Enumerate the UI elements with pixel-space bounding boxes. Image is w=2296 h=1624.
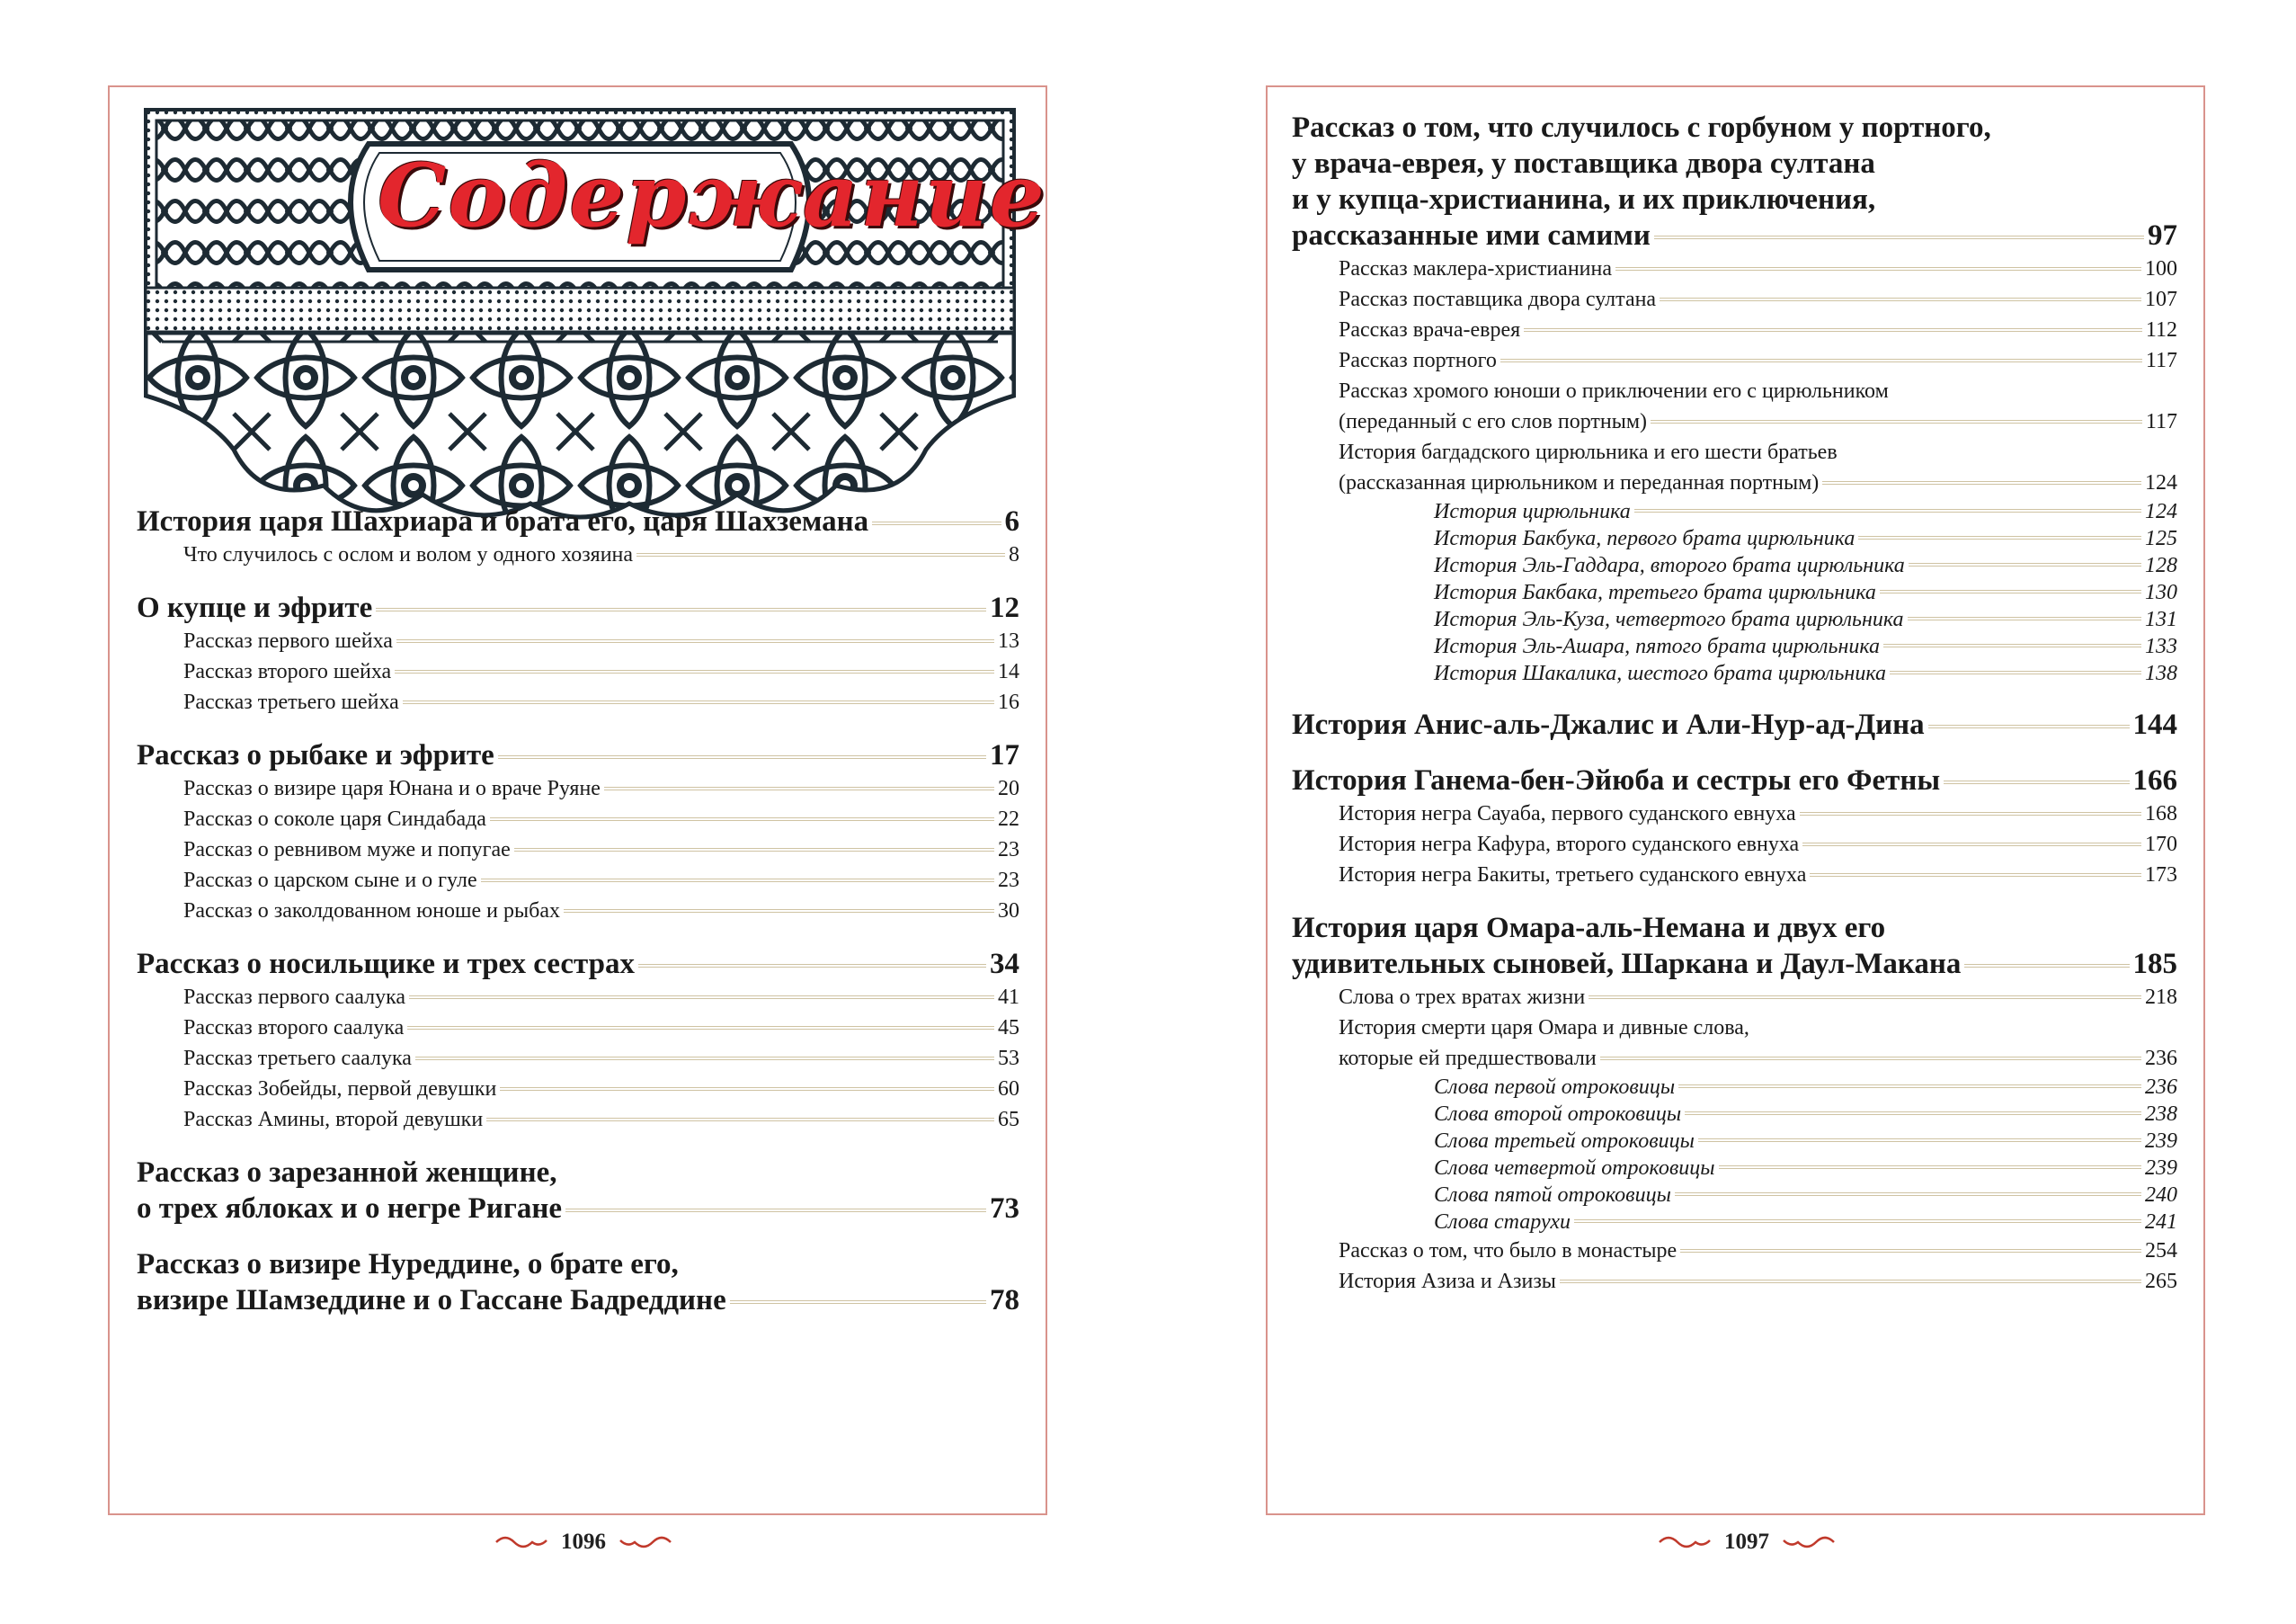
toc-entry[interactable]: [1292, 498, 2177, 525]
toc-page-number: 236: [2145, 1047, 2177, 1070]
swirl-ornament-icon: [618, 1533, 672, 1551]
toc-entry-title: (рассказанная цирюльником и переданная портным): [1339, 471, 1820, 495]
dot-leader: [486, 1118, 994, 1121]
toc-page-number: 112: [2145, 318, 2177, 342]
toc-entry-title: которые ей предшествовали: [1339, 1047, 1597, 1070]
dot-leader: [500, 1087, 994, 1091]
toc-entry[interactable]: [137, 834, 1019, 865]
toc-entry-title: История Шакалика, шестого брата цирюльника: [1434, 662, 1886, 685]
toc-entry-title: Рассказ второго саалука: [183, 1016, 405, 1040]
dot-leader: [1678, 1084, 2141, 1088]
toc-entry[interactable]: [1292, 552, 2177, 579]
toc-entry-title: История Ганема-бен-Эйюба и сестры его Фетны: [1292, 764, 1941, 797]
dot-leader: [565, 1209, 986, 1212]
dot-leader: [1600, 1057, 2141, 1060]
toc-entry[interactable]: [1292, 315, 2177, 345]
toc-page-number: 239: [2145, 1129, 2177, 1153]
dot-leader: [1909, 563, 2141, 567]
toc-entry-title: История Эль-Гаддара, второго брата цирюльника: [1434, 554, 1905, 577]
dot-leader: [1908, 617, 2141, 620]
toc-page-number: 73: [990, 1192, 1019, 1225]
dot-leader: [490, 817, 994, 821]
toc-entry[interactable]: [137, 865, 1019, 896]
dot-leader: [1680, 1249, 2141, 1253]
toc-page-number: 185: [2132, 948, 2177, 980]
toc-entry-title: Слова старухи: [1434, 1210, 1571, 1234]
toc-entry-title: Рассказ о царском сыне и о гуле: [183, 869, 477, 892]
toc-entry[interactable]: [1292, 829, 2177, 860]
toc-entry-title: удивительных сыновей, Шаркана и Даул-Макана: [1292, 948, 1962, 980]
toc-entry[interactable]: [1292, 1128, 2177, 1155]
toc-page-number: 239: [2145, 1156, 2177, 1180]
toc-entry[interactable]: [137, 656, 1019, 687]
toc-page-number: 6: [1004, 505, 1019, 538]
toc-entry[interactable]: [137, 737, 1019, 773]
toc-entry-title: О купце и эфрите: [137, 592, 373, 624]
dot-leader: [872, 522, 1001, 525]
dot-leader: [1944, 781, 2129, 784]
toc-entry[interactable]: [1292, 254, 2177, 284]
dot-leader: [1800, 812, 2141, 816]
dot-leader: [1654, 236, 2144, 239]
toc-page-number: 45: [998, 1016, 1019, 1040]
toc-entry-title: Рассказ о заколдованном юноше и рыбах: [183, 899, 561, 923]
toc-entry[interactable]: [137, 1074, 1019, 1104]
dot-leader: [1802, 843, 2141, 846]
swirl-ornament-icon: [1658, 1533, 1712, 1551]
toc-right-column: [1292, 110, 2177, 1297]
dot-leader: [1675, 1192, 2141, 1196]
toc-entry-title: о трех яблоках и о негре Ригане: [137, 1192, 562, 1225]
toc-entry[interactable]: [1292, 345, 2177, 376]
toc-page-number: 22: [998, 808, 1019, 831]
toc-entry[interactable]: [137, 540, 1019, 570]
toc-entry-title: Рассказ о том, что случилось с горбуном у портного,: [1292, 112, 1991, 144]
toc-entry-title: Слова пятой отроковицы: [1434, 1183, 1671, 1207]
toc-page-number: 100: [2145, 257, 2177, 281]
toc-page-number: 124: [2145, 500, 2177, 523]
dot-leader: [1698, 1138, 2141, 1142]
toc-page-number: 41: [998, 986, 1019, 1009]
toc-entry-title: История Эль-Ашара, пятого брата цирюльника: [1434, 635, 1880, 658]
dot-leader: [1685, 1111, 2141, 1115]
toc-entry-title: Рассказ поставщика двора султана: [1339, 288, 1657, 311]
toc-entry-title: История багдадского цирюльника и его шести братьев: [1339, 441, 1838, 464]
dot-leader: [636, 553, 1005, 557]
toc-entry-title: История негра Сауаба, первого суданского евнуха: [1339, 802, 1796, 825]
toc-entry-title: Рассказ маклера-христианина: [1339, 257, 1613, 281]
toc-entry-title: Слова о трех вратах жизни: [1339, 986, 1586, 1009]
dot-leader: [395, 670, 994, 674]
toc-entry-title: История Эль-Куза, четвертого брата цирюльника: [1434, 608, 1904, 631]
toc-entry-title: (переданный с его слов портным): [1339, 410, 1648, 433]
toc-entry-title: Рассказ Зобейды, первой девушки: [183, 1077, 497, 1101]
dot-leader: [1660, 298, 2141, 301]
dot-leader: [1560, 1280, 2141, 1283]
toc-entry[interactable]: [1292, 1236, 2177, 1266]
toc-entry-title: Слова первой отроковицы: [1434, 1075, 1676, 1099]
toc-entry[interactable]: [137, 946, 1019, 982]
toc-entry-title: Рассказ о ревнивом муже и попугае: [183, 838, 511, 861]
toc-entry-title: Рассказ о визире царя Юнана и о враче Руяне: [183, 777, 601, 800]
toc-entry[interactable]: [137, 590, 1019, 626]
toc-page-number: 133: [2145, 635, 2177, 658]
toc-entry[interactable]: [1292, 1101, 2177, 1128]
toc-entry-title: История царя Омара-аль-Немана и двух его: [1292, 912, 1886, 944]
toc-entry-title: Рассказ второго шейха: [183, 660, 392, 683]
dot-leader: [730, 1300, 986, 1304]
toc-entry[interactable]: [1292, 860, 2177, 890]
toc-page-number: 117: [2145, 349, 2177, 372]
toc-entry[interactable]: [1292, 660, 2177, 687]
toc-entry[interactable]: [137, 626, 1019, 656]
toc-entry[interactable]: [1292, 437, 2177, 498]
toc-page-number: 265: [2145, 1270, 2177, 1293]
toc-entry[interactable]: [137, 896, 1019, 926]
toc-entry-title: Рассказ о зарезанной женщине,: [137, 1156, 557, 1189]
toc-entry[interactable]: [137, 773, 1019, 804]
page-number: 1097: [1724, 1530, 1769, 1554]
toc-entry-title: История смерти царя Омара и дивные слова,: [1339, 1016, 1749, 1040]
toc-page-number: 97: [2148, 219, 2177, 252]
toc-entry[interactable]: [137, 804, 1019, 834]
toc-entry-title: История негра Бакиты, третьего суданского евнуха: [1339, 863, 1807, 887]
toc-page-number: 130: [2145, 581, 2177, 604]
toc-entry-title: История Азиза и Азизы: [1339, 1270, 1556, 1293]
toc-entry-title: Что случилось с ослом и волом у одного хозяина: [183, 543, 634, 567]
toc-entry-title: Рассказ о рыбаке и эфрите: [137, 739, 494, 772]
toc-page-number: 254: [2145, 1239, 2177, 1263]
page-title: Содержание: [378, 145, 1046, 246]
toc-page-number: 144: [2132, 709, 2177, 741]
toc-entry[interactable]: [1292, 1209, 2177, 1236]
dot-leader: [1880, 590, 2141, 593]
toc-entry[interactable]: [1292, 284, 2177, 315]
toc-page-number: 128: [2145, 554, 2177, 577]
toc-entry[interactable]: [1292, 763, 2177, 799]
dot-leader: [1964, 964, 2129, 968]
toc-entry-title: История цирюльника: [1434, 500, 1631, 523]
dot-leader: [376, 608, 986, 611]
toc-entry-title: История Бакбука, первого брата цирюльника: [1434, 527, 1855, 550]
toc-entry-title: Слова третьей отроковицы: [1434, 1129, 1695, 1153]
page-number: 1096: [561, 1530, 606, 1554]
toc-page-number: 23: [998, 838, 1019, 861]
toc-page-number: 60: [998, 1077, 1019, 1101]
toc-entry[interactable]: [1292, 707, 2177, 743]
dot-leader: [514, 848, 994, 852]
ornament-banner: [144, 108, 1046, 531]
toc-entry-title: Слова четвертой отроковицы: [1434, 1156, 1715, 1180]
toc-entry[interactable]: [137, 1043, 1019, 1074]
toc-page-number: 218: [2145, 986, 2177, 1009]
toc-page-number: 12: [990, 592, 1019, 624]
toc-entry[interactable]: [1292, 982, 2177, 1013]
toc-page-number: 131: [2145, 608, 2177, 631]
dot-leader: [1810, 873, 2141, 877]
toc-page-number: 124: [2145, 471, 2177, 495]
toc-page-number: 16: [998, 691, 1019, 714]
page-number-footer-right: [1658, 1526, 1836, 1558]
dot-leader: [1500, 359, 2142, 362]
toc-entry-title: История Бакбака, третьего брата цирюльника: [1434, 581, 1876, 604]
toc-entry-title: История негра Кафура, второго суданского евнуха: [1339, 833, 1800, 856]
toc-page-number: 241: [2145, 1210, 2177, 1234]
dot-leader: [409, 995, 994, 999]
toc-entry-title: Рассказ о соколе царя Синдабада: [183, 808, 486, 831]
toc-page-number: 173: [2145, 863, 2177, 887]
dot-leader: [415, 1057, 994, 1060]
toc-page-number: 14: [998, 660, 1019, 683]
toc-entry-title: Рассказ о визире Нуреддине, о брате его,: [137, 1248, 679, 1280]
toc-entry-title: Рассказ третьего шейха: [183, 691, 399, 714]
toc-entry[interactable]: [1292, 110, 2177, 254]
toc-page-number: 166: [2132, 764, 2177, 797]
toc-page-number: 168: [2145, 802, 2177, 825]
toc-entry[interactable]: [137, 982, 1019, 1013]
toc-entry-title: Рассказ врача-еврея: [1339, 318, 1521, 342]
toc-entry-title: визире Шамзеддине и о Гассане Бадреддине: [137, 1284, 726, 1316]
toc-page-number: 34: [990, 948, 1019, 980]
dot-leader: [396, 639, 994, 643]
toc-entry-title: Рассказ о том, что было в монастыре: [1339, 1239, 1678, 1263]
toc-page-number: 17: [990, 739, 1019, 772]
toc-entry[interactable]: [1292, 525, 2177, 552]
toc-entry[interactable]: [137, 1013, 1019, 1043]
swirl-ornament-icon: [1782, 1533, 1836, 1551]
dot-leader: [1651, 420, 2142, 424]
page-number-footer-left: [494, 1526, 672, 1558]
toc-entry[interactable]: [1292, 606, 2177, 633]
toc-left-column: [137, 504, 1019, 1318]
toc-entry-title: История Анис-аль-Джалис и Али-Нур-ад-Дина: [1292, 709, 1925, 741]
dot-leader: [1822, 481, 2141, 485]
toc-entry[interactable]: [137, 687, 1019, 718]
dot-leader: [604, 787, 994, 790]
toc-page-number: 13: [998, 629, 1019, 653]
toc-entry[interactable]: [137, 504, 1019, 540]
toc-entry[interactable]: [1292, 1182, 2177, 1209]
toc-page-number: 107: [2145, 288, 2177, 311]
toc-page-number: 238: [2145, 1102, 2177, 1126]
dot-leader: [1634, 509, 2141, 513]
toc-entry-title: Рассказ портного: [1339, 349, 1497, 372]
dot-leader: [1574, 1219, 2141, 1223]
toc-entry-title: рассказанные ими самими: [1292, 219, 1651, 252]
dot-leader: [564, 909, 994, 913]
swirl-ornament-icon: [494, 1533, 548, 1551]
toc-page-number: 30: [998, 899, 1019, 923]
toc-entry[interactable]: [1292, 1266, 2177, 1297]
toc-page-number: 117: [2145, 410, 2177, 433]
toc-entry-title: История царя Шахриара и брата его, царя Шахземана: [137, 505, 869, 538]
toc-entry-title: Рассказ о носильщике и трех сестрах: [137, 948, 636, 980]
toc-page-number: 236: [2145, 1075, 2177, 1099]
toc-page-number: 138: [2145, 662, 2177, 685]
toc-entry[interactable]: [137, 1246, 1019, 1318]
toc-entry[interactable]: [1292, 579, 2177, 606]
toc-entry[interactable]: [1292, 1074, 2177, 1101]
toc-entry[interactable]: [137, 1104, 1019, 1135]
dot-leader: [1589, 995, 2141, 999]
toc-entry[interactable]: [1292, 799, 2177, 829]
toc-entry-title: Рассказ первого саалука: [183, 986, 406, 1009]
toc-entry-title: и у купца-христианина, и их приключения,: [1292, 183, 1876, 216]
dot-leader: [1719, 1165, 2141, 1169]
dot-leader: [407, 1026, 994, 1030]
toc-entry[interactable]: [1292, 1155, 2177, 1182]
dot-leader: [481, 879, 994, 882]
dot-leader: [1615, 267, 2141, 271]
toc-entry[interactable]: [1292, 633, 2177, 660]
toc-entry-title: Рассказ первого шейха: [183, 629, 393, 653]
toc-entry-title: у врача-еврея, у поставщика двора султана: [1292, 147, 1875, 180]
toc-entry-title: Рассказ Амины, второй девушки: [183, 1108, 484, 1131]
dot-leader: [1928, 725, 2130, 728]
toc-page-number: 8: [1009, 543, 1019, 567]
toc-entry[interactable]: [1292, 910, 2177, 982]
dot-leader: [1890, 671, 2141, 674]
toc-page-number: 170: [2145, 833, 2177, 856]
toc-page-number: 125: [2145, 527, 2177, 550]
dot-leader: [1524, 328, 2142, 332]
dot-leader: [498, 755, 986, 759]
toc-entry-title: Рассказ хромого юноши о приключении его с цирюльником: [1339, 379, 1889, 403]
dot-leader: [403, 700, 994, 704]
dot-leader: [1883, 644, 2141, 647]
toc-page-number: 240: [2145, 1183, 2177, 1207]
toc-entry[interactable]: [1292, 1013, 2177, 1074]
toc-entry-title: Рассказ третьего саалука: [183, 1047, 412, 1070]
dot-leader: [638, 964, 986, 968]
toc-entry[interactable]: [137, 1155, 1019, 1227]
toc-page-number: 20: [998, 777, 1019, 800]
dot-leader: [1858, 536, 2141, 540]
toc-page-number: 65: [998, 1108, 1019, 1131]
toc-page-number: 53: [998, 1047, 1019, 1070]
toc-entry[interactable]: [1292, 376, 2177, 437]
toc-page-number: 23: [998, 869, 1019, 892]
toc-entry-title: Слова второй отроковицы: [1434, 1102, 1682, 1126]
toc-page-number: 78: [990, 1284, 1019, 1316]
